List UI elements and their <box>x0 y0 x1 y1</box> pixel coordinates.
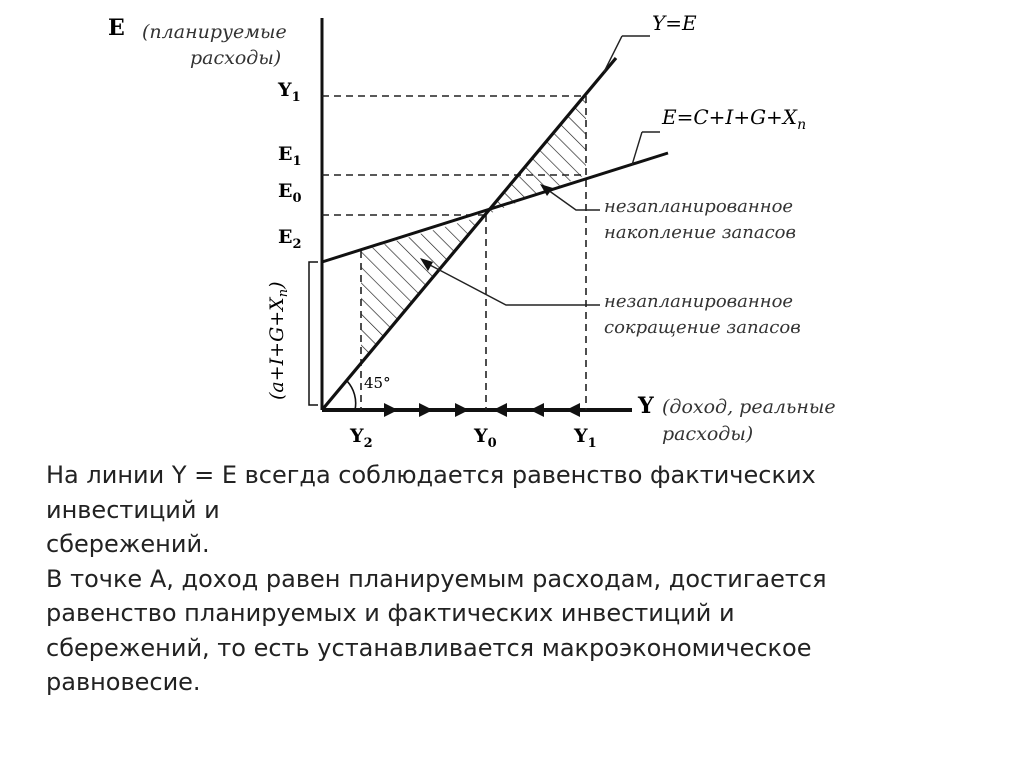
text-line-5: равенство планируемых и фактических инвестиций и <box>46 599 735 627</box>
y-tick-label-e2: $E_2$ <box>278 226 302 252</box>
line-agg-label: $E=C+I+G+X_n$ <box>662 105 807 133</box>
x-tick-label-y1: $Y_1$ <box>574 425 597 451</box>
angle-label: 45° <box>364 374 391 392</box>
explanation-text <box>46 458 986 700</box>
axis-arrow-right-2 <box>419 403 433 417</box>
x-tick-label-y2: $Y_2$ <box>350 425 373 451</box>
x-axis-symbol: Y <box>638 393 654 419</box>
leader-ye <box>604 36 622 72</box>
axis-arrow-right-3 <box>455 403 469 417</box>
angle-arc-45 <box>347 381 356 410</box>
intercept-bracket <box>309 262 318 405</box>
line-ye-label: Y=E <box>652 11 697 35</box>
axis-arrow-right-1 <box>384 403 398 417</box>
y-tick-label-e1: $E_1$ <box>278 143 302 169</box>
text-line-2: инвестиций и <box>46 495 220 524</box>
leader-agg <box>632 132 642 165</box>
text-line-1: На линии Y = E всегда соблюдается равенство фактических <box>46 461 816 489</box>
annotation-reduction-line2: сокращение запасов <box>604 317 801 338</box>
text-line-7: равновесие. <box>46 668 201 696</box>
y-axis-caption-line1: (планируемые <box>142 21 287 43</box>
x-tick-label-y0: $Y_0$ <box>474 425 497 451</box>
y-axis-caption-line2: расходы) <box>190 47 282 69</box>
leader-accumulation <box>548 190 600 210</box>
axis-arrow-left-2 <box>530 403 544 417</box>
annotation-accumulation-line2: накопление запасов <box>604 222 796 243</box>
x-axis-caption-line2: расходы) <box>662 423 754 445</box>
text-line-6: сбережений, то есть устанавливается макроэкономическое <box>46 633 812 662</box>
y-tick-label-e0: $E_0$ <box>278 180 302 206</box>
y-axis-symbol: E <box>108 15 125 41</box>
y-tick-label-y1: $Y_1$ <box>278 79 301 105</box>
annotation-accumulation-line1: незапланированное <box>604 196 794 217</box>
axis-arrow-left-1 <box>493 403 507 417</box>
leader-reduction <box>428 264 600 305</box>
intercept-label: $(a+I+G+X_n)$ <box>266 281 291 400</box>
annotation-reduction-line1: незапланированное <box>604 291 794 312</box>
text-line-4: В точке А, доход равен планируемым расходам, достигается <box>46 564 827 593</box>
x-axis-caption-line1: (доход, реальные <box>662 396 836 418</box>
line-y-equals-e <box>322 58 616 410</box>
axis-arrow-left-3 <box>566 403 580 417</box>
text-line-3: сбережений. <box>46 530 210 558</box>
